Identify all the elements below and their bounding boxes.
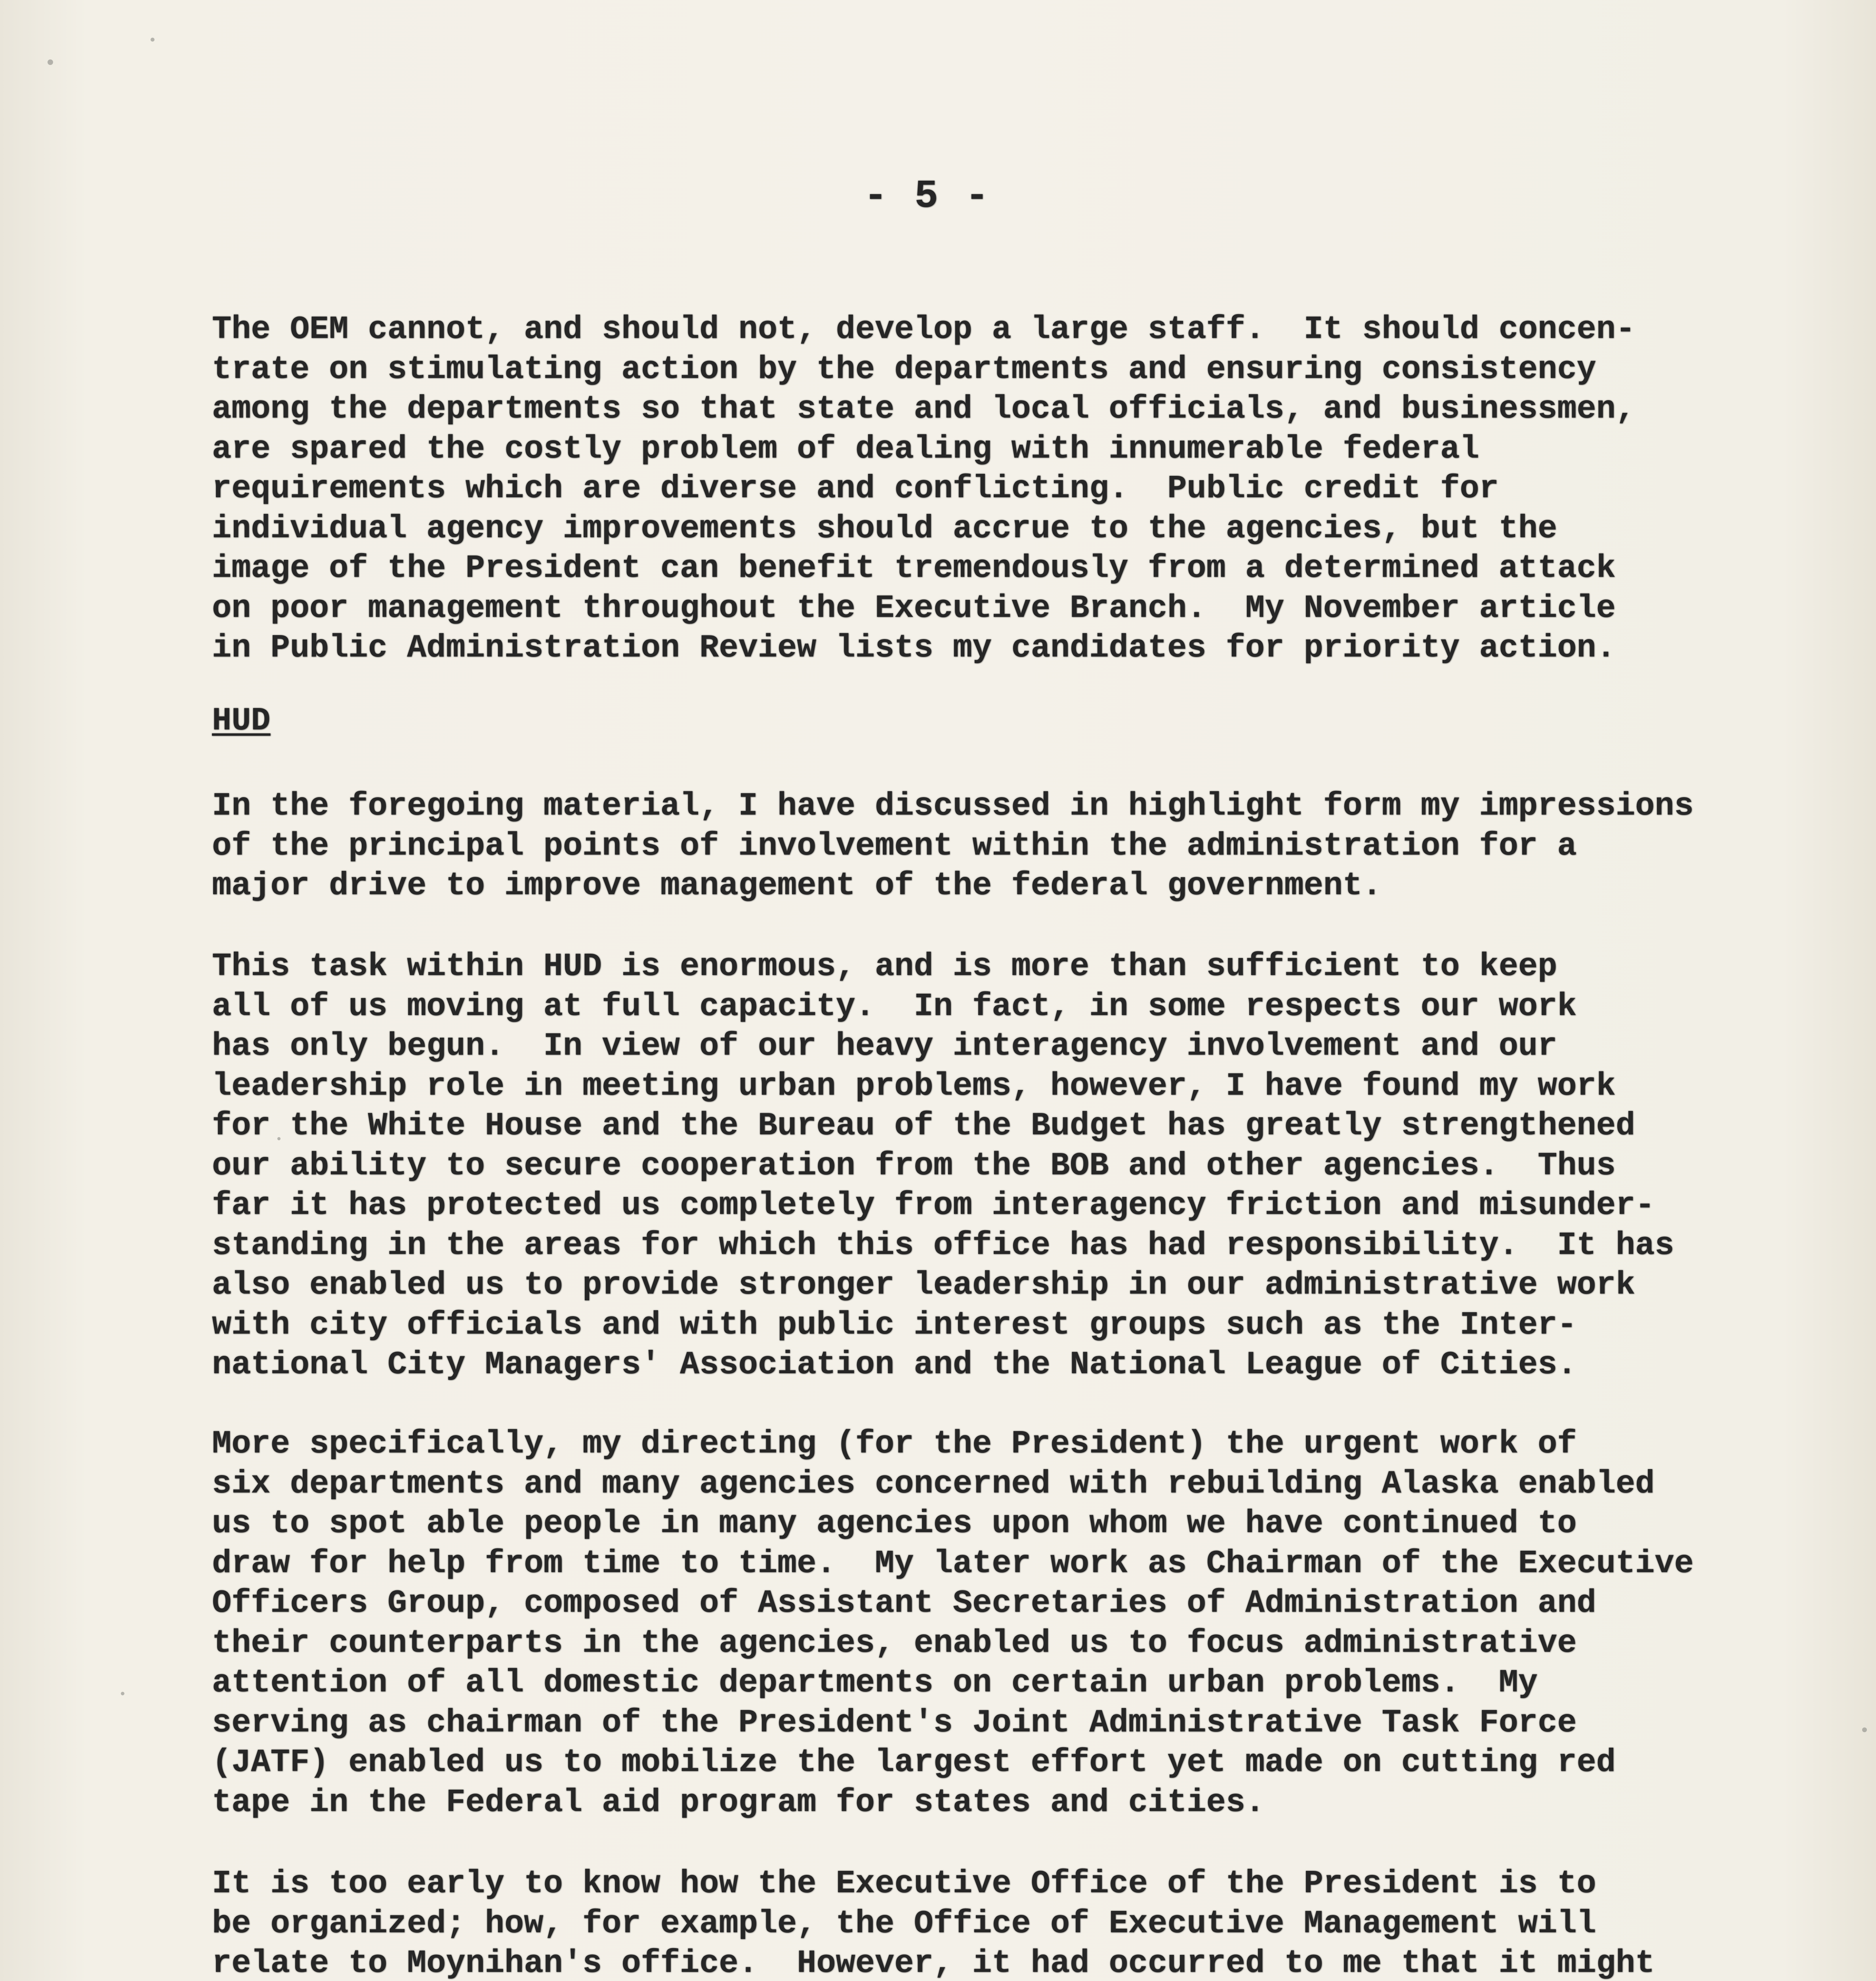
text-line: far it has protected us completely from interagency friction and misunder- xyxy=(212,1187,1655,1224)
text-line: six departments and many agencies concerned with rebuilding Alaska enabled xyxy=(212,1465,1655,1502)
text-line: has only begun. In view of our heavy interagency involvement and our xyxy=(212,1028,1557,1065)
paper-speck xyxy=(48,59,53,65)
text-line: relate to Moynihan's office. However, it had occurred to me that it might xyxy=(212,1945,1655,1981)
text-line: requirements which are diverse and conflicting. Public credit for xyxy=(212,470,1499,507)
text-line: also enabled us to provide stronger leadership in our administrative work xyxy=(212,1267,1636,1303)
text-line: It is too early to know how the Executive Office of the President is to xyxy=(212,1865,1596,1902)
paper-speck xyxy=(151,38,155,42)
text-line: attention of all domestic departments on certain urban problems. My xyxy=(212,1664,1538,1701)
text-line: our ability to secure cooperation from the BOB and other agencies. Thus xyxy=(212,1147,1616,1184)
text-line: Officers Group, composed of Assistant Secretaries of Administration and xyxy=(212,1585,1596,1622)
text-line: standing in the areas for which this office has had responsibility. It has xyxy=(212,1227,1674,1264)
text-line: The OEM cannot, and should not, develop a large staff. It should concen- xyxy=(212,311,1636,348)
text-line: In the foregoing material, I have discussed in highlight form my impressions xyxy=(212,788,1694,824)
text-line: of the principal points of involvement within the administration for a xyxy=(212,827,1577,865)
paragraph-too-early xyxy=(212,1864,1737,1981)
text-line: tape in the Federal aid program for states and cities. xyxy=(212,1784,1265,1821)
text-line: for the White House and the Bureau of the Budget has greatly strengthened xyxy=(212,1107,1636,1144)
text-line: us to spot able people in many agencies upon whom we have continued to xyxy=(212,1505,1577,1542)
text-line: individual agency improvements should accrue to the agencies, but the xyxy=(212,510,1557,547)
text-line: national City Managers' Association and the National League of Cities. xyxy=(212,1346,1577,1383)
paper-speck xyxy=(1862,1727,1867,1732)
text-line: on poor management throughout the Executive Branch. My November article xyxy=(212,590,1616,627)
text-line: among the departments so that state and local officials, and businessmen, xyxy=(212,391,1636,427)
section-heading: HUD xyxy=(212,702,271,739)
text-line: trate on stimulating action by the departments and ensuring consistency xyxy=(212,351,1596,388)
paragraph-more-specifically xyxy=(212,1424,1737,1823)
text-line: This task within HUD is enormous, and is more than sufficient to keep xyxy=(212,948,1557,985)
paragraph-foregoing xyxy=(212,786,1737,906)
text-line: in Public Administration Review lists my candidates for priority action. xyxy=(212,630,1616,666)
text-line: all of us moving at full capacity. In fact, in some respects our work xyxy=(212,988,1577,1025)
page-number: - 5 - xyxy=(864,174,991,219)
text-line: be organized; how, for example, the Office of Executive Management will xyxy=(212,1905,1596,1942)
text-line: their counterparts in the agencies, enabled us to focus administrative xyxy=(212,1624,1577,1662)
text-line: are spared the costly problem of dealing with innumerable federal xyxy=(212,430,1479,468)
text-line: (JATF) enabled us to mobilize the largest effort yet made on cutting red xyxy=(212,1744,1616,1781)
text-line: More specifically, my directing (for the President) the urgent work of xyxy=(212,1426,1577,1462)
text-line: major drive to improve management of the federal government. xyxy=(212,867,1382,904)
paragraph-hud-task xyxy=(212,947,1737,1385)
text-line: leadership role in meeting urban problems, however, I have found my work xyxy=(212,1067,1616,1105)
text-line: with city officials and with public interest groups such as the Inter- xyxy=(212,1306,1577,1344)
text-line: serving as chairman of the President's Joint Administrative Task Force xyxy=(212,1704,1577,1741)
text-line: image of the President can benefit tremendously from a determined attack xyxy=(212,550,1616,587)
paragraph-oem xyxy=(212,310,1737,668)
paper-speck xyxy=(121,1692,124,1695)
text-line: draw for help from time to time. My later work as Chairman of the Executive xyxy=(212,1545,1694,1582)
